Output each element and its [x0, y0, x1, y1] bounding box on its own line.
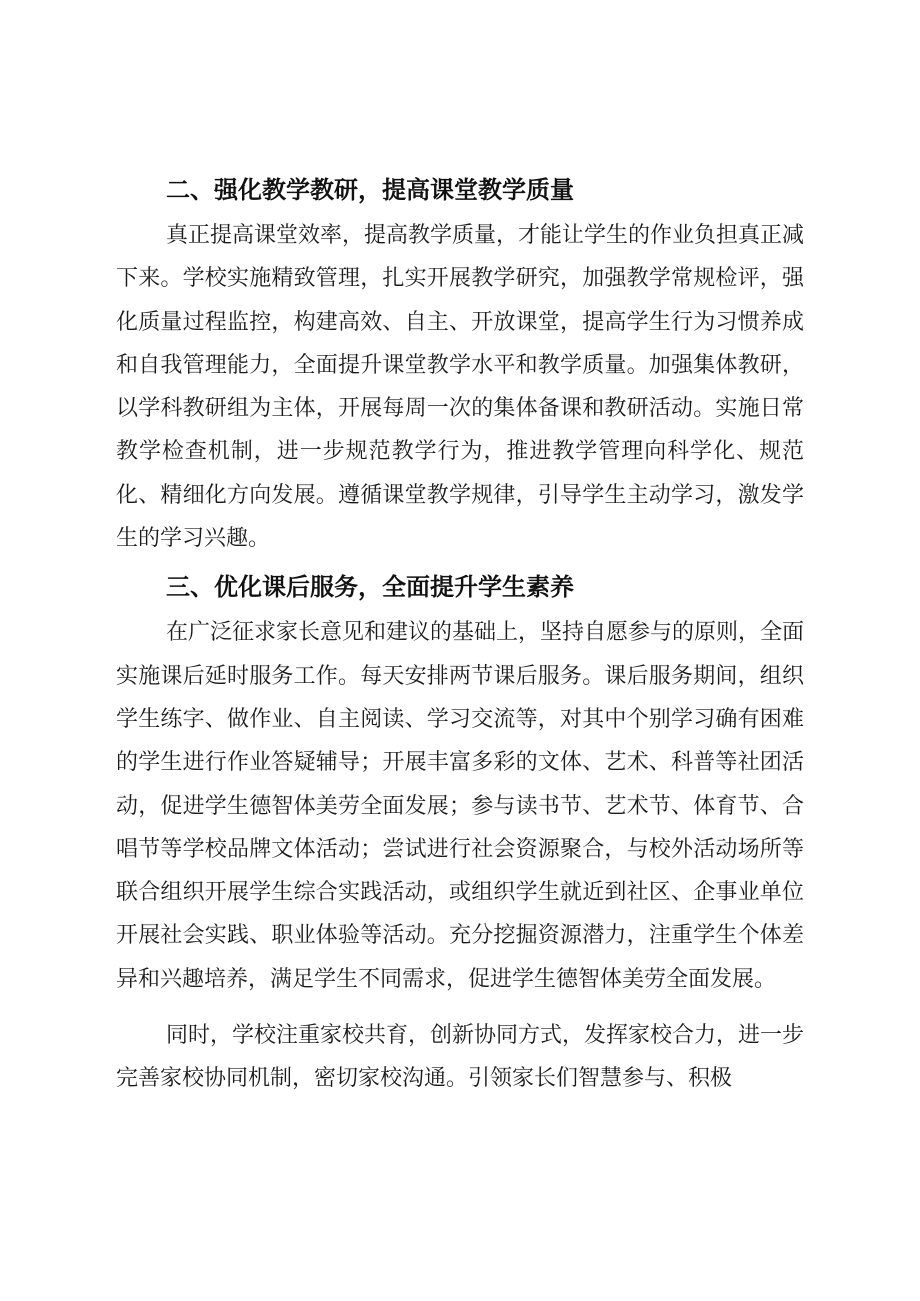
section-3-heading: 三、优化课后服务，全面提升学生素养	[166, 573, 574, 602]
closing-paragraph: 同时，学校注重家校共育，创新协同方式，发挥家校合力，进一步完善家校协同机制，密切家校沟通。引领家长们智慧参与、积极	[116, 1023, 805, 1092]
document-body	[116, 166, 804, 1101]
section-2-heading: 二、强化教学教研，提高课堂教学质量	[166, 176, 574, 204]
section-2-paragraph: 真正提高课堂效率，提高教学质量，才能让学生的作业负担真正减下来。学校实施精致管理，扎实开展教学研究，加强教学常规检评，强化质量过程监控，构建高效、自主、开放课堂，提高学生行为习惯养成和自我管理能力，全面提升课堂教学水平和教学质量。加强集体教研，以学科教研组为主体，开展每周一次的集体备课和教研活动。实施日常教学检查机制，进一步规范教学行为，推进教学管理向科学化、规范化、精细化方向发展。遵循课堂教学规律，引导学生主动学习，激发学生的学习兴趣。	[116, 223, 805, 552]
section-3-paragraph: 在广泛征求家长意见和建议的基础上，坚持自愿参与的原则，全面实施课后延时服务工作。每天安排两节课后服务。课后服务期间，组织学生练字、做作业、自主阅读、学习交流等，对其中个别学习确有困难的学生进行作业答疑辅导；开展丰富多彩的文体、艺术、科普等社团活动，促进学生德智体美劳全面发展；参与读书节、艺术节、体育节、合唱节等学校品牌文体活动；尝试进行社会资源聚合，与校外活动场所等联合组织开展学生综合实践活动，或组织学生就近到社区、企事业单位开展社会实践、职业体验等活动。充分挖掘资源潜力，注重学生个体差异和兴趣培养，满足学生不同需求，促进学生德智体美劳全面发展。	[116, 620, 805, 992]
